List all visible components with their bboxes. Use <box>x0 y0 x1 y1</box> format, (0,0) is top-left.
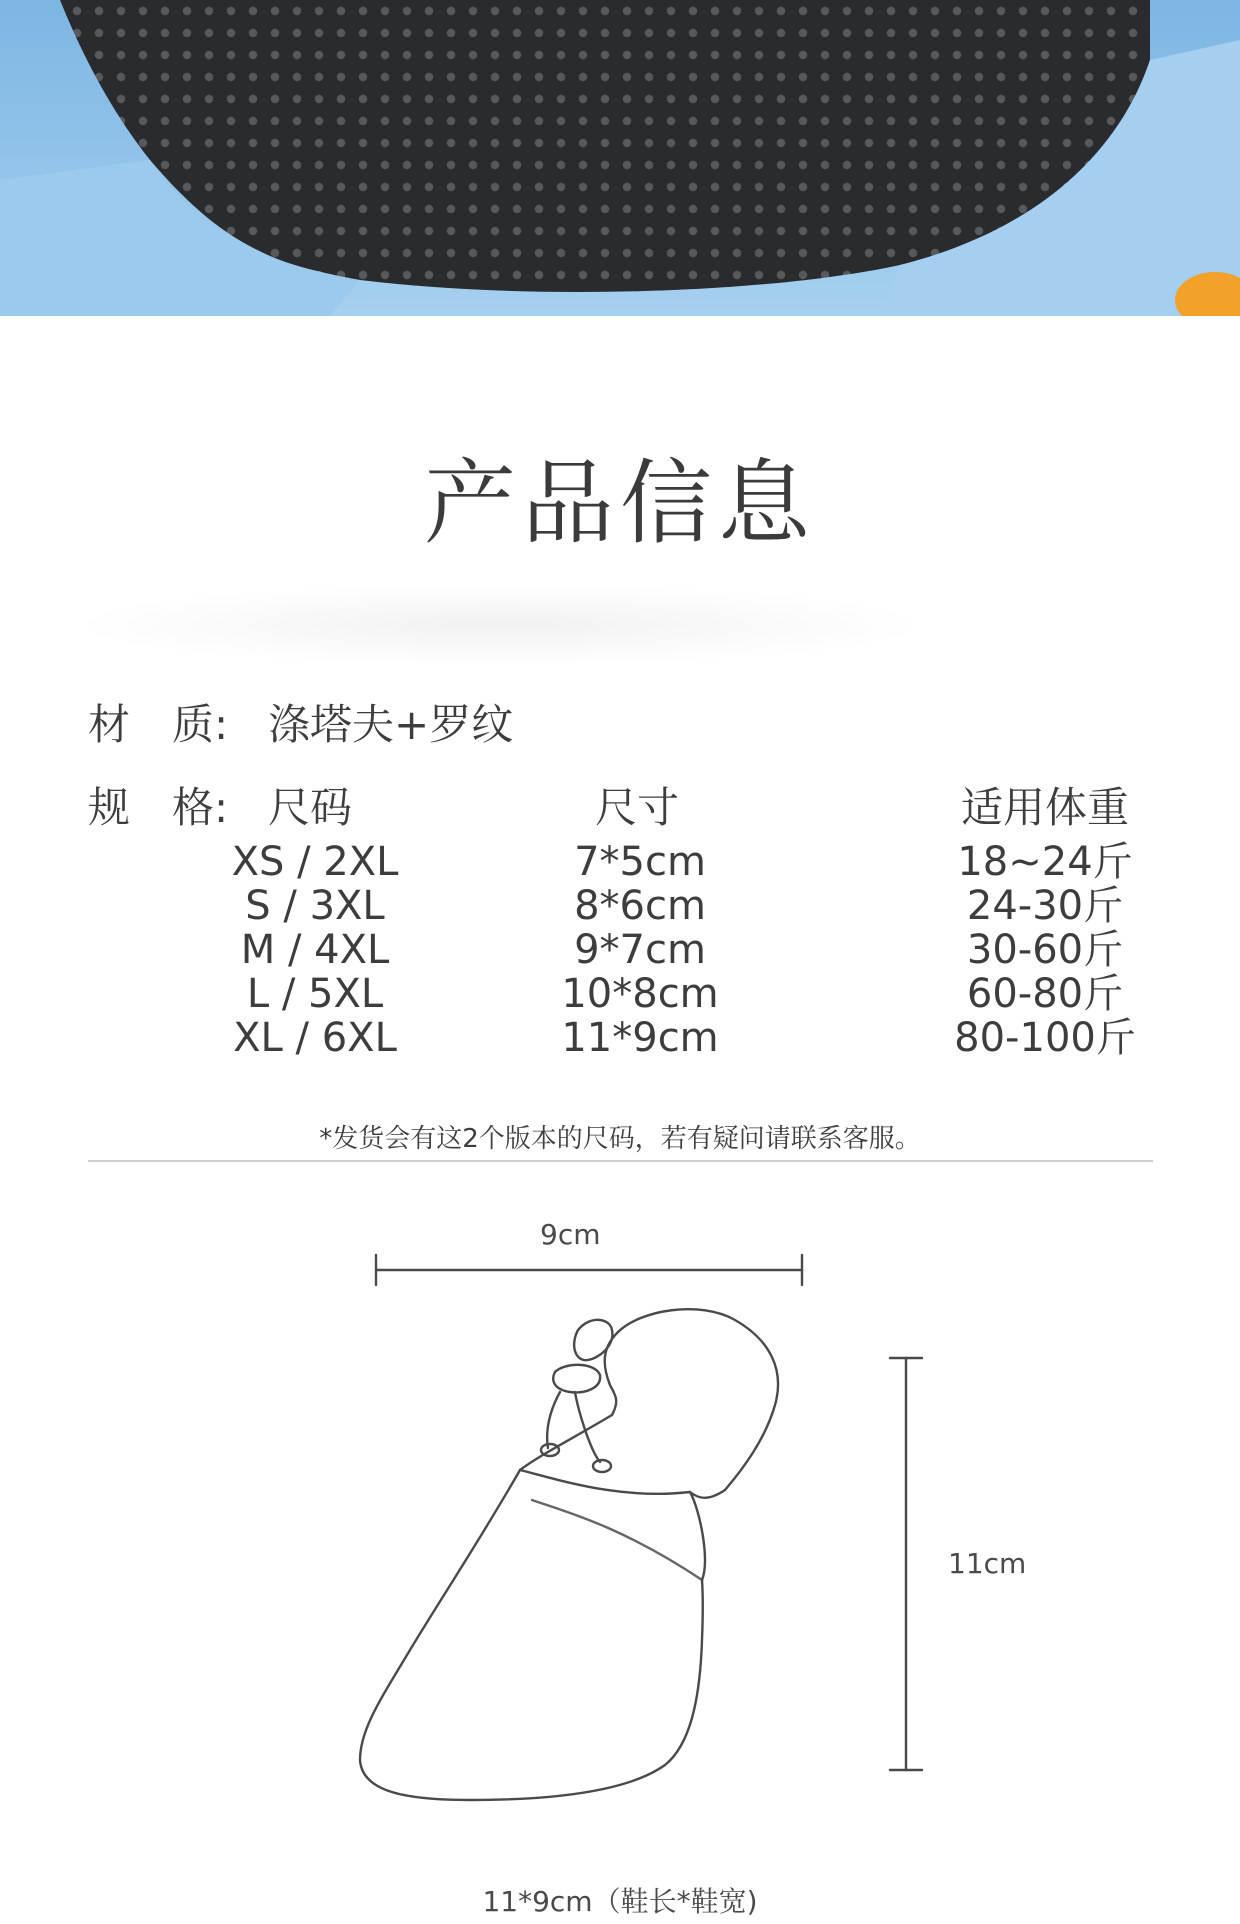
decorative-haze <box>70 585 930 665</box>
weight-cell: 30-60斤 <box>966 927 1124 973</box>
weight-cell: 60-80斤 <box>966 971 1124 1017</box>
height-label: 11cm <box>948 1547 1027 1580</box>
material-value: 涤塔夫+罗纹 <box>268 700 514 749</box>
size-cell: XL / 6XL <box>233 1015 397 1061</box>
table-row <box>0 884 1240 928</box>
material-label: 材 质: <box>88 700 229 749</box>
size-cell: M / 4XL <box>240 927 390 973</box>
dog-shoe-mesh-photo <box>0 0 1240 316</box>
size-cell: XS / 2XL <box>231 839 399 885</box>
dimension-cell: 9*7cm <box>574 927 706 973</box>
size-table <box>0 840 1240 1060</box>
table-row <box>0 928 1240 972</box>
product-photo <box>0 0 1240 316</box>
size-cell: S / 3XL <box>245 883 385 929</box>
dimension-cell: 7*5cm <box>574 839 706 885</box>
shoe-diagram <box>0 1190 1240 1920</box>
weight-cell: 80-100斤 <box>954 1015 1136 1061</box>
sizing-note: *发货会有这2个版本的尺码，若有疑问请联系客服。 <box>319 1124 921 1154</box>
dimension-cell: 11*9cm <box>561 1015 719 1061</box>
dimension-column-header: 尺寸 <box>595 783 680 832</box>
dimension-cell: 8*6cm <box>574 883 706 929</box>
weight-column-header: 适用体重 <box>960 783 1129 832</box>
table-row <box>0 972 1240 1016</box>
weight-cell: 24-30斤 <box>966 883 1124 929</box>
table-row <box>0 840 1240 884</box>
divider <box>88 1160 1153 1162</box>
width-label: 9cm <box>540 1218 601 1251</box>
page-title: 产品信息 <box>423 450 816 557</box>
size-column-header: 尺码 <box>268 783 353 832</box>
dimension-cell: 10*8cm <box>561 971 719 1017</box>
spec-label: 规 格: <box>88 783 229 832</box>
diagram-caption: 11*9cm（鞋长*鞋宽) <box>482 1885 758 1918</box>
shoe-outline-drawing <box>0 1190 1240 1920</box>
size-cell: L / 5XL <box>246 971 384 1017</box>
table-row <box>0 1016 1240 1060</box>
weight-cell: 18~24斤 <box>957 839 1133 885</box>
